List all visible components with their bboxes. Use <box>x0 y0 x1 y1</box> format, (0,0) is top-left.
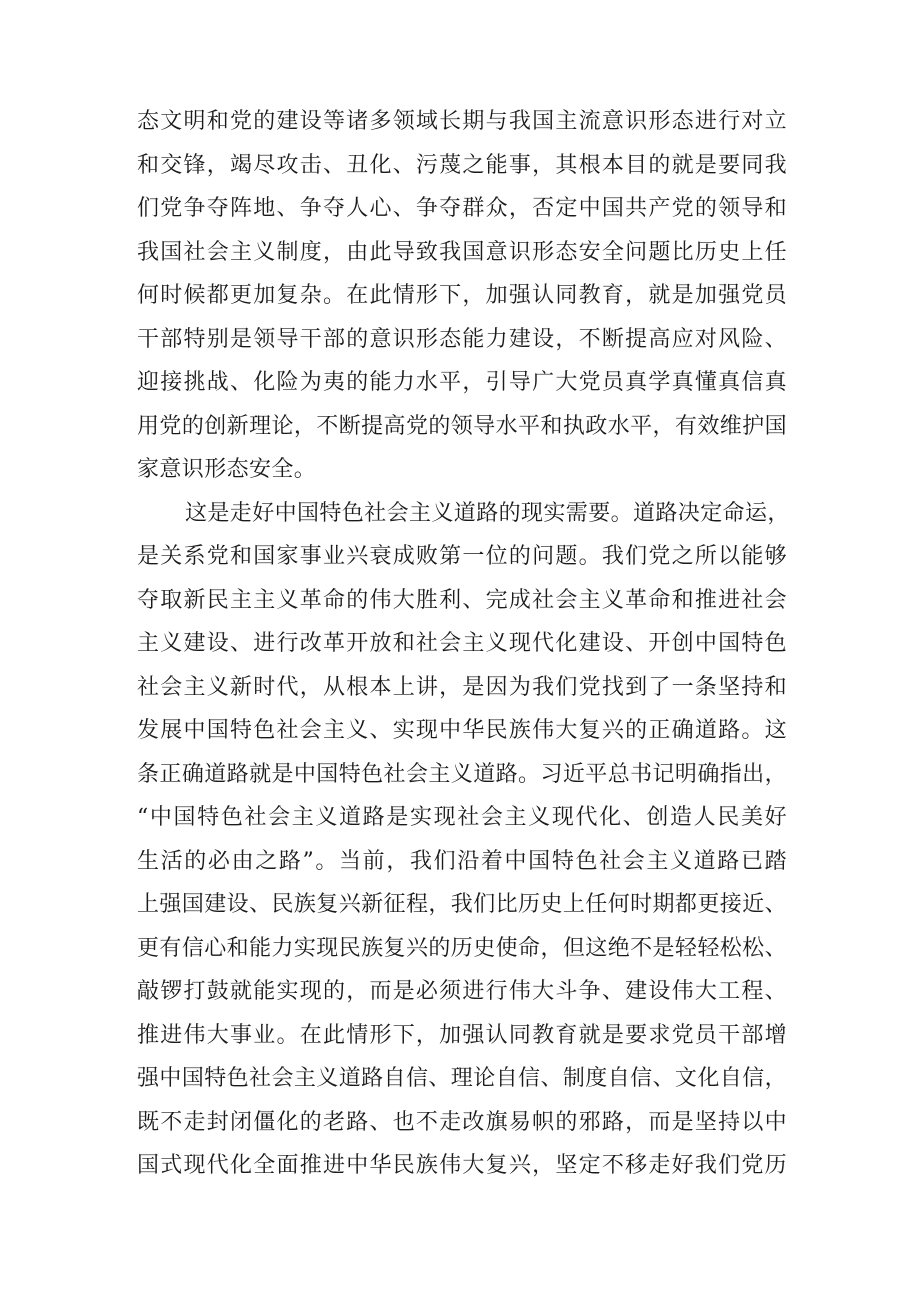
text-line: “中国特色社会主义道路是实现社会主义现代化、创造人民美好 <box>137 805 787 830</box>
text-line: 我国社会主义制度，由此导致我国意识形态安全问题比历史上任 <box>137 239 787 265</box>
text-line: 主义建设、进行改革开放和社会主义现代化建设、开创中国特色 <box>137 631 787 656</box>
text-line: 态文明和党的建设等诸多领域长期与我国主流意识形态进行对立 <box>137 109 787 134</box>
text-line: 和交锋，竭尽攻击、丑化、污蔑之能事，其根本目的就是要同我 <box>137 152 787 178</box>
text-line: 干部特别是领导干部的意识形态能力建设，不断提高应对风险、 <box>137 326 787 352</box>
document-body <box>137 100 790 1188</box>
text-line: 推进伟大事业。在此情形下，加强认同教育就是要求党员干部增 <box>137 1022 787 1048</box>
text-line: 用党的创新理论，不断提高党的领导水平和执政水平，有效维护国 <box>137 413 787 439</box>
text-line: 国式现代化全面推进中华民族伟大复兴，坚定不移走好我们党历 <box>137 1153 787 1178</box>
text-line: 条正确道路就是中国特色社会主义道路。习近平总书记明确指出， <box>137 761 787 787</box>
text-line: 是关系党和国家事业兴衰成败第一位的问题。我们党之所以能够 <box>137 544 787 569</box>
text-line: 上强国建设、民族复兴新征程，我们比历史上任何时期都更接近、 <box>137 892 787 917</box>
text-line: 家意识形态安全。 <box>137 457 317 482</box>
text-line: 迎接挑战、化险为夷的能力水平，引导广大党员真学真懂真信真 <box>137 370 787 395</box>
text-line: 们党争夺阵地、争夺人心、争夺群众，否定中国共产党的领导和 <box>137 196 787 221</box>
text-line: 发展中国特色社会主义、实现中华民族伟大复兴的正确道路。这 <box>137 718 787 743</box>
text-line: 生活的必由之路”。当前，我们沿着中国特色社会主义道路已踏 <box>137 848 787 874</box>
text-line: 强中国特色社会主义道路自信、理论自信、制度自信、文化自信， <box>137 1066 787 1091</box>
text-line: 既不走封闭僵化的老路、也不走改旗易帜的邪路，而是坚持以中 <box>137 1109 787 1135</box>
text-line: 社会主义新时代，从根本上讲，是因为我们党找到了一条坚持和 <box>137 674 787 700</box>
text-line: 更有信心和能力实现民族复兴的历史使命，但这绝不是轻轻松松、 <box>137 935 787 961</box>
text-line: 夺取新民主主义革命的伟大胜利、完成社会主义革命和推进社会 <box>137 587 787 613</box>
text-line: 敲锣打鼓就能实现的，而是必须进行伟大斗争、建设伟大工程、 <box>137 979 787 1004</box>
paragraph-start-line: 这是走好中国特色社会主义道路的现实需要。道路决定命运， <box>185 500 790 526</box>
text-line: 何时候都更加复杂。在此情形下，加强认同教育，就是加强党员 <box>137 283 787 308</box>
